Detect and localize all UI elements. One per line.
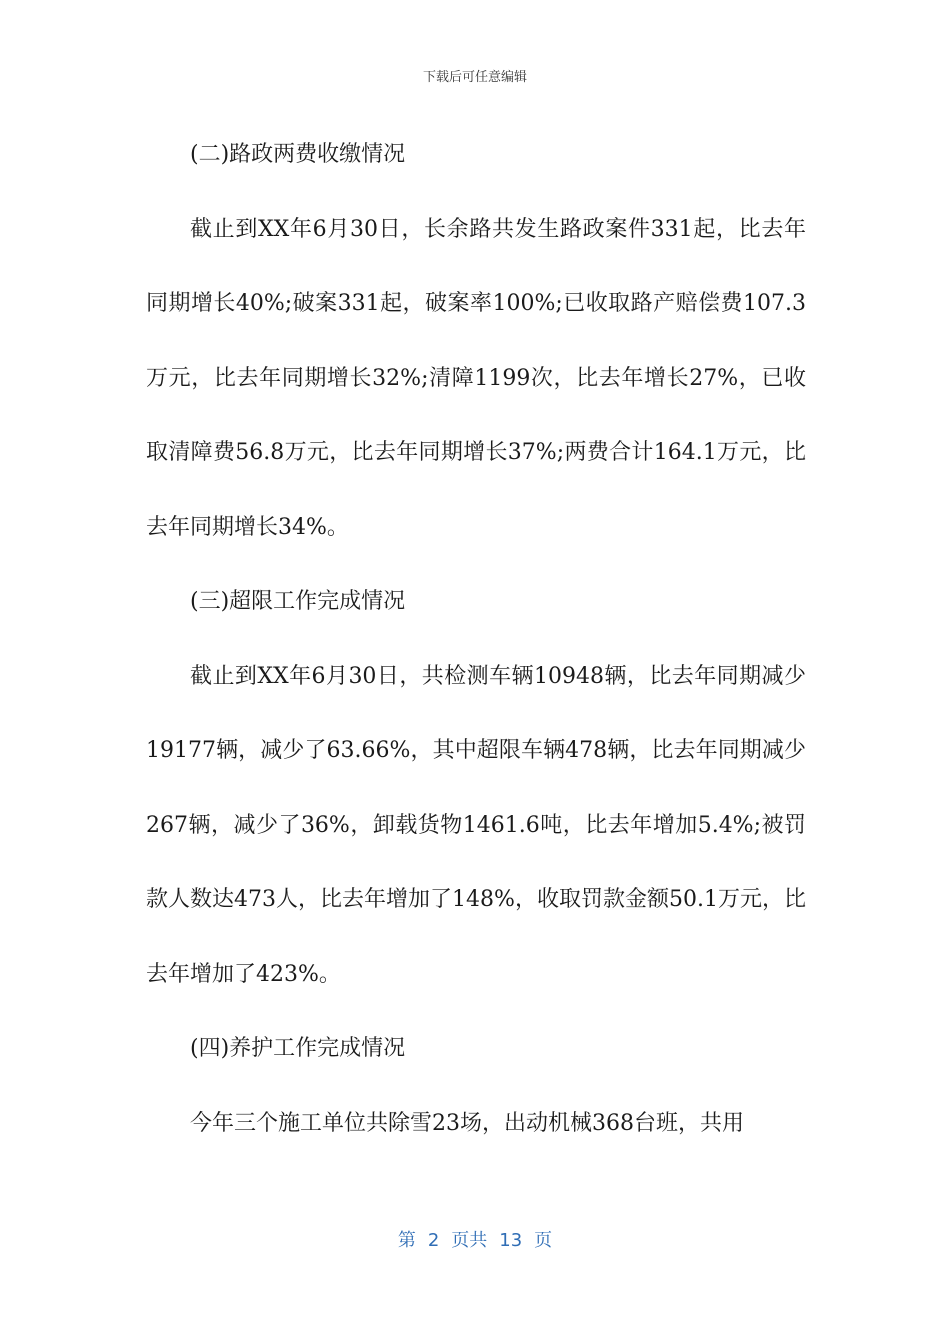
section-heading-overload: (三)超限工作完成情况: [190, 589, 406, 614]
footer-middle: 页共: [451, 1230, 488, 1251]
paragraph-road-fees: 截止到XX年6月30日，长余路共发生路政案件331起，比去年同期增长40%;破案331起，破案率100%;已收取路产赔偿费107.3万元，比去年同期增长32%;清障1199次，比去年增长27%，已收取清障费56.8万元，比去年同期增长37%;两费合计164.1万元，比去年同期增长34%。: [146, 216, 806, 540]
paragraph-maintenance: 今年三个施工单位共除雪23场，出动机械368台班，共用: [190, 1110, 744, 1136]
page-header: 下载后可任意编辑: [422, 70, 527, 85]
footer-current-page: 2: [427, 1230, 440, 1251]
section-heading-road-fees: (二)路政两费收缴情况: [190, 142, 406, 167]
footer-suffix: 页: [534, 1230, 553, 1251]
section-heading-maintenance: (四)养护工作完成情况: [190, 1036, 406, 1061]
paragraph-overload: 截止到XX年6月30日，共检测车辆10948辆，比去年同期减少19177辆，减少了63.66%，其中超限车辆478辆，比去年同期减少267辆，减少了36%，卸载货物1461.6吨，比去年增加5.4%;被罚款人数达473人，比去年增加了148%，收取罚款金额50.1万元，比去年增加了423%。: [146, 663, 806, 987]
document-body: [146, 118, 806, 1161]
page-footer: [0, 1226, 950, 1252]
footer-total-pages: 13: [499, 1230, 523, 1251]
footer-prefix: 第: [397, 1230, 416, 1251]
